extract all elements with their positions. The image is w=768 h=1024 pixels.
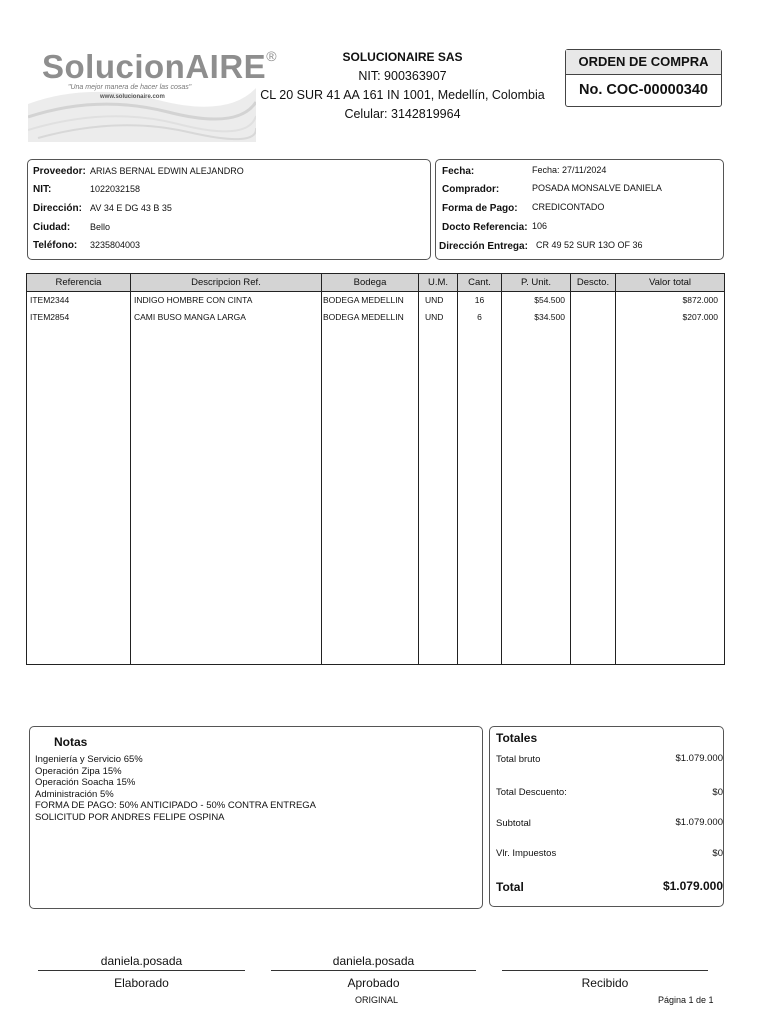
buyer-label: Comprador: bbox=[442, 184, 500, 195]
phone-value: 3235804003 bbox=[90, 240, 141, 250]
order-details-box bbox=[435, 159, 724, 260]
reference-doc-label: Docto Referencia: bbox=[442, 222, 528, 233]
company-header bbox=[255, 48, 550, 124]
prepared-by-line bbox=[38, 970, 245, 971]
approved-by-name: daniela.posada bbox=[332, 954, 415, 968]
col-header-warehouse: Bodega bbox=[322, 274, 418, 292]
company-address: CL 20 SUR 41 AA 161 IN 1001, Medellín, Colombia bbox=[260, 88, 545, 102]
gross-total-value: $1.079.000 bbox=[675, 753, 723, 764]
col-header-description: Descripcion Ref. bbox=[131, 274, 321, 292]
logo-website: www.solucionaire.com bbox=[100, 94, 165, 100]
column-divider bbox=[130, 274, 131, 664]
supplier-label: Proveedor: bbox=[33, 166, 86, 177]
order-number: No. COC-00000340 bbox=[579, 82, 708, 98]
row-unit: UND bbox=[425, 295, 444, 305]
page-number: Página 1 de 1 bbox=[658, 995, 714, 1005]
column-divider bbox=[457, 274, 458, 664]
totals-title: Totales bbox=[496, 731, 538, 745]
received-by-line bbox=[502, 970, 708, 971]
copy-type: ORIGINAL bbox=[355, 995, 399, 1005]
taxes-label: Vlr. Impuestos bbox=[496, 848, 557, 859]
row-description: INDIGO HOMBRE CON CINTA bbox=[134, 295, 253, 305]
payment-value: CREDICONTADO bbox=[532, 202, 605, 212]
notes-title: Notas bbox=[54, 735, 88, 749]
nit-label: NIT: bbox=[33, 184, 52, 195]
column-divider bbox=[615, 274, 616, 664]
city-value: Bello bbox=[90, 222, 111, 232]
delivery-address-label: Dirección Entrega: bbox=[439, 241, 528, 252]
address-value: AV 34 E DG 43 B 35 bbox=[90, 203, 172, 213]
nit-value: 1022032158 bbox=[90, 184, 141, 194]
company-logo bbox=[28, 42, 278, 142]
address-label: Dirección: bbox=[33, 203, 82, 214]
company-nit: NIT: 900363907 bbox=[358, 69, 447, 83]
subtotal-value: $1.079.000 bbox=[675, 817, 723, 828]
row-quantity: 16 bbox=[474, 295, 485, 305]
col-header-unit-price: P. Unit. bbox=[502, 274, 570, 292]
date-label: Fecha: bbox=[442, 166, 475, 177]
taxes-value: $0 bbox=[712, 848, 723, 859]
column-divider bbox=[570, 274, 571, 664]
note-line: Operación Soacha 15% bbox=[35, 777, 136, 788]
order-title: ORDEN DE COMPRA bbox=[566, 50, 721, 75]
reference-doc-value: 106 bbox=[532, 221, 548, 231]
row-unit: UND bbox=[425, 312, 444, 322]
row-total-value: $872.000 bbox=[682, 295, 718, 305]
column-divider bbox=[501, 274, 502, 664]
col-header-reference: Referencia bbox=[27, 274, 130, 292]
payment-label: Forma de Pago: bbox=[442, 203, 518, 214]
delivery-address-value: CR 49 52 SUR 13O OF 36 bbox=[536, 240, 643, 250]
note-line: SOLICITUD POR ANDRES FELIPE OSPINA bbox=[35, 811, 225, 823]
gross-total-label: Total bruto bbox=[496, 754, 541, 765]
row-unit-price: $54.500 bbox=[534, 295, 565, 305]
row-unit-price: $34.500 bbox=[534, 312, 565, 322]
row-warehouse: BODEGA MEDELLIN bbox=[323, 295, 404, 305]
date-value: Fecha: 27/11/2024 bbox=[532, 165, 607, 175]
column-divider bbox=[321, 274, 322, 664]
row-reference: ITEM2854 bbox=[30, 312, 70, 322]
note-line: Operación Zipa 15% bbox=[35, 765, 122, 777]
city-label: Ciudad: bbox=[33, 222, 71, 233]
prepared-by-name: daniela.posada bbox=[100, 954, 183, 968]
col-header-quantity: Cant. bbox=[458, 274, 501, 292]
row-total-value: $207.000 bbox=[682, 312, 718, 322]
column-divider bbox=[418, 274, 419, 664]
grand-total-value: $1.079.000 bbox=[662, 879, 723, 893]
order-box bbox=[565, 49, 722, 107]
phone-label: Teléfono: bbox=[33, 240, 78, 251]
supplier-value: ARIAS BERNAL EDWIN ALEJANDRO bbox=[90, 166, 244, 176]
col-header-discount: Descto. bbox=[571, 274, 615, 292]
approved-by-label: Aprobado bbox=[347, 976, 400, 990]
logo-brand: SolucionAIRE® bbox=[42, 48, 278, 85]
row-quantity: 6 bbox=[477, 312, 482, 322]
supplier-box bbox=[27, 159, 431, 260]
subtotal-label: Subtotal bbox=[496, 818, 531, 829]
logo-slogan: "Una mejor manera de hacer las cosas" bbox=[68, 84, 192, 91]
col-header-unit: U.M. bbox=[419, 274, 457, 292]
buyer-value: POSADA MONSALVE DANIELA bbox=[532, 183, 662, 193]
row-reference: ITEM2344 bbox=[30, 295, 70, 305]
row-description: CAMI BUSO MANGA LARGA bbox=[134, 312, 246, 322]
items-table bbox=[26, 273, 725, 665]
discount-total-label: Total Descuento: bbox=[496, 787, 567, 798]
company-name: SOLUCIONAIRE SAS bbox=[342, 50, 463, 64]
note-line: FORMA DE PAGO: 50% ANTICIPADO - 50% CONTRA ENTREGA bbox=[35, 800, 317, 811]
approved-by-line bbox=[271, 970, 476, 971]
note-line: Administración 5% bbox=[35, 788, 114, 800]
totals-box bbox=[489, 726, 724, 907]
received-by-label: Recibido bbox=[581, 976, 629, 990]
notes-text bbox=[35, 754, 316, 823]
prepared-by-label: Elaborado bbox=[114, 976, 169, 990]
discount-total-value: $0 bbox=[712, 787, 723, 798]
col-header-total-value: Valor total bbox=[616, 274, 724, 292]
grand-total-label: Total bbox=[496, 880, 524, 894]
row-warehouse: BODEGA MEDELLIN bbox=[323, 312, 404, 322]
company-phone: Celular: 3142819964 bbox=[344, 107, 461, 121]
notes-box bbox=[29, 726, 483, 909]
note-line: Ingeniería y Servicio 65% bbox=[35, 754, 143, 765]
